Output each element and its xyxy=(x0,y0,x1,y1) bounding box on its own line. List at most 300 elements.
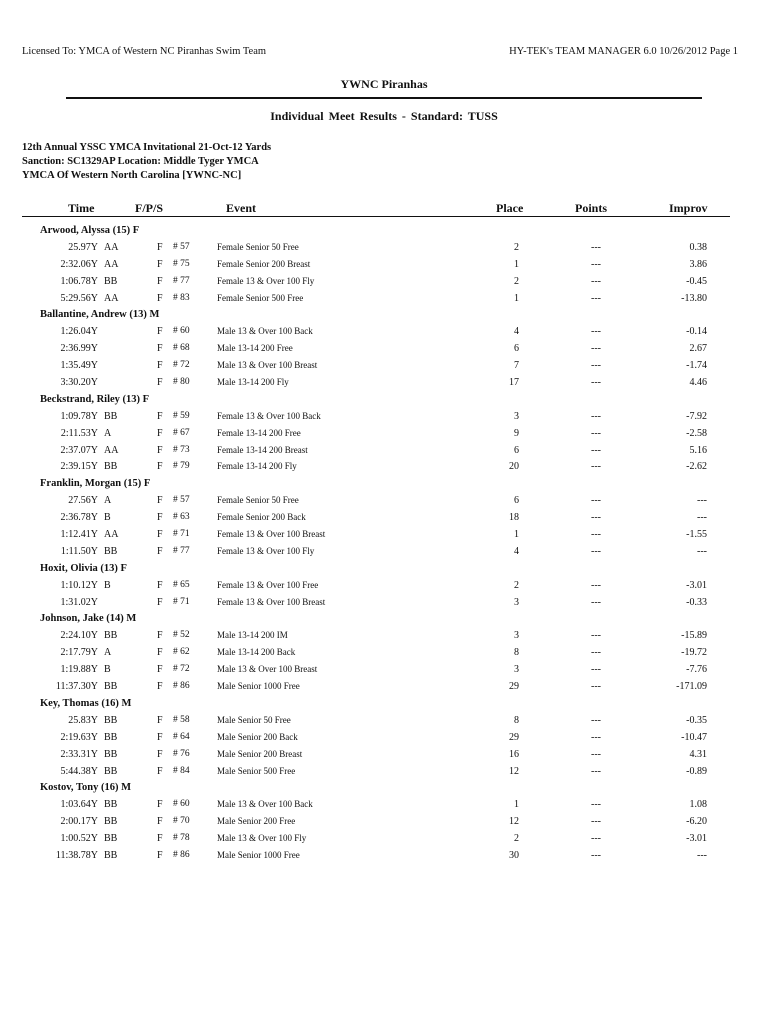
event-number: # 64 xyxy=(173,731,190,742)
improvement-value: 1.08 xyxy=(689,799,707,811)
swim-time: 1:10.12Y xyxy=(60,579,98,591)
fps-code: F xyxy=(157,292,163,304)
improvement-value: -15.89 xyxy=(681,630,707,642)
event-name: Female Senior 500 Free xyxy=(217,292,304,303)
swimmer-block xyxy=(0,477,768,561)
place-value: 3 xyxy=(514,410,519,422)
time-standard: AA xyxy=(104,529,119,541)
time-standard: AA xyxy=(104,258,119,270)
time-standard: BB xyxy=(104,833,118,845)
result-row xyxy=(0,275,768,292)
points-value: --- xyxy=(591,410,601,422)
meet-name: 12th Annual YSSC YMCA Invitational 21-Oct-12 Yards xyxy=(22,142,272,153)
fps-code: F xyxy=(157,833,163,845)
improvement-value: -13.80 xyxy=(681,292,707,304)
event-number: # 60 xyxy=(173,326,190,337)
result-row xyxy=(0,731,768,748)
event-number: # 77 xyxy=(173,545,190,556)
time-standard: BB xyxy=(104,799,118,811)
points-value: --- xyxy=(591,596,601,608)
improvement-value: --- xyxy=(697,545,707,557)
place-value: 4 xyxy=(514,326,519,338)
fps-code: F xyxy=(157,377,163,389)
fps-code: F xyxy=(157,529,163,541)
time-standard: BB xyxy=(104,714,118,726)
event-number: # 72 xyxy=(173,360,190,371)
event-name: Female 13 & Over 100 Back xyxy=(217,410,321,421)
improvement-value: -7.76 xyxy=(686,664,707,676)
place-value: 8 xyxy=(514,647,519,659)
event-number: # 77 xyxy=(173,275,190,286)
place-value: 2 xyxy=(514,833,519,845)
points-value: --- xyxy=(591,765,601,777)
time-standard: A xyxy=(104,427,112,439)
result-row xyxy=(0,444,768,461)
swim-time: 1:35.49Y xyxy=(60,360,98,372)
result-row xyxy=(0,545,768,562)
swim-time: 1:11.50Y xyxy=(60,545,98,557)
event-number: # 75 xyxy=(173,258,190,269)
place-value: 20 xyxy=(509,461,519,473)
event-name: Female Senior 50 Free xyxy=(217,495,299,506)
swim-time: 1:26.04Y xyxy=(60,326,98,338)
points-value: --- xyxy=(591,833,601,845)
time-standard: A xyxy=(104,647,112,659)
result-row xyxy=(0,511,768,528)
improvement-value: -1.74 xyxy=(686,360,707,372)
event-name: Male 13 & Over 100 Back xyxy=(217,799,313,810)
fps-code: F xyxy=(157,258,163,270)
points-value: --- xyxy=(591,799,601,811)
swimmer-block xyxy=(0,308,768,392)
swim-time: 1:03.64Y xyxy=(60,799,98,811)
swimmer-block xyxy=(0,562,768,613)
event-name: Male 13-14 200 Fly xyxy=(217,377,289,388)
event-name: Female Senior 50 Free xyxy=(217,241,299,252)
time-standard: BB xyxy=(104,765,118,777)
improvement-value: -0.89 xyxy=(686,765,707,777)
result-row xyxy=(0,765,768,782)
result-row xyxy=(0,748,768,765)
event-number: # 63 xyxy=(173,512,190,523)
swimmer-block xyxy=(0,781,768,865)
points-value: --- xyxy=(591,630,601,642)
improvement-value: -1.55 xyxy=(686,529,707,541)
improvement-value: -0.35 xyxy=(686,714,707,726)
event-number: # 72 xyxy=(173,664,190,675)
swim-time: 27.56Y xyxy=(68,495,98,507)
fps-code: F xyxy=(157,410,163,422)
event-name: Female 13-14 200 Breast xyxy=(217,444,308,455)
time-standard: BB xyxy=(104,461,118,473)
swim-time: 25.97Y xyxy=(68,241,98,253)
points-value: --- xyxy=(591,731,601,743)
swim-time: 1:09.78Y xyxy=(60,410,98,422)
col-time: Time xyxy=(68,201,95,215)
fps-code: F xyxy=(157,326,163,338)
result-row xyxy=(0,629,768,646)
points-value: --- xyxy=(591,427,601,439)
improvement-value: 4.46 xyxy=(689,377,707,389)
swim-time: 2:24.10Y xyxy=(60,630,98,642)
place-value: 16 xyxy=(509,748,519,760)
event-name: Female Senior 200 Breast xyxy=(217,258,311,269)
time-standard: BB xyxy=(104,545,118,557)
points-value: --- xyxy=(591,275,601,287)
event-number: # 86 xyxy=(173,849,190,860)
header-rule xyxy=(22,216,730,217)
swim-time: 5:29.56Y xyxy=(60,292,98,304)
title-rule xyxy=(66,97,702,99)
time-standard: BB xyxy=(104,410,118,422)
improvement-value: --- xyxy=(697,512,707,524)
event-name: Female 13 & Over 100 Breast xyxy=(217,529,326,540)
fps-code: F xyxy=(157,512,163,524)
time-standard: BB xyxy=(104,816,118,828)
swimmer-name: Arwood, Alyssa (15) F xyxy=(40,225,140,236)
event-number: # 67 xyxy=(173,427,190,438)
points-value: --- xyxy=(591,512,601,524)
result-row xyxy=(0,714,768,731)
event-number: # 76 xyxy=(173,748,190,759)
swimmer-block xyxy=(0,697,768,781)
swim-time: 1:00.52Y xyxy=(60,833,98,845)
place-value: 18 xyxy=(509,512,519,524)
event-name: Male Senior 200 Free xyxy=(217,816,296,827)
improvement-value: 2.67 xyxy=(689,343,707,355)
fps-code: F xyxy=(157,545,163,557)
swimmer-name-row xyxy=(0,562,768,579)
place-value: 2 xyxy=(514,579,519,591)
result-row xyxy=(0,410,768,427)
improvement-value: -2.62 xyxy=(686,461,707,473)
swim-time: 2:19.63Y xyxy=(60,731,98,743)
swim-time: 1:31.02Y xyxy=(60,596,98,608)
swimmer-block xyxy=(0,224,768,308)
fps-code: F xyxy=(157,647,163,659)
results-list xyxy=(0,224,768,866)
improvement-value: 5.16 xyxy=(689,444,707,456)
improvement-value: 3.86 xyxy=(689,258,707,270)
result-row xyxy=(0,528,768,545)
result-row xyxy=(0,815,768,832)
swim-time: 1:12.41Y xyxy=(60,529,98,541)
swimmer-name: Ballantine, Andrew (13) M xyxy=(40,309,160,321)
result-row xyxy=(0,325,768,342)
place-value: 8 xyxy=(514,714,519,726)
result-row xyxy=(0,359,768,376)
points-value: --- xyxy=(591,714,601,726)
points-value: --- xyxy=(591,495,601,507)
fps-code: F xyxy=(157,748,163,760)
event-name: Male Senior 200 Back xyxy=(217,731,298,742)
event-name: Male 13 & Over 100 Fly xyxy=(217,833,307,844)
place-value: 3 xyxy=(514,664,519,676)
swimmer-name-row xyxy=(0,224,768,241)
points-value: --- xyxy=(591,292,601,304)
swimmer-name-row xyxy=(0,781,768,798)
place-value: 30 xyxy=(509,849,519,861)
fps-code: F xyxy=(157,681,163,693)
result-row xyxy=(0,798,768,815)
event-name: Male Senior 50 Free xyxy=(217,714,291,725)
result-row xyxy=(0,427,768,444)
time-standard: BB xyxy=(104,731,118,743)
improvement-value: -19.72 xyxy=(681,647,707,659)
improvement-value: -3.01 xyxy=(686,833,707,845)
result-row xyxy=(0,596,768,613)
points-value: --- xyxy=(591,748,601,760)
result-row xyxy=(0,342,768,359)
swimmer-name: Johnson, Jake (14) M xyxy=(40,613,137,625)
swim-time: 25.83Y xyxy=(68,714,98,726)
result-row xyxy=(0,832,768,849)
result-row xyxy=(0,663,768,680)
points-value: --- xyxy=(591,444,601,456)
report-subtitle: Individual Meet Results - Standard: TUSS xyxy=(270,109,498,123)
improvement-value: --- xyxy=(697,495,707,507)
fps-code: F xyxy=(157,444,163,456)
swimmer-name: Hoxit, Olivia (13) F xyxy=(40,562,127,574)
place-value: 2 xyxy=(514,241,519,253)
event-name: Male Senior 500 Free xyxy=(217,765,296,776)
event-name: Female 13 & Over 100 Fly xyxy=(217,275,315,286)
time-standard: BB xyxy=(104,748,118,760)
col-points: Points xyxy=(575,201,608,215)
fps-code: F xyxy=(157,241,163,253)
event-number: # 68 xyxy=(173,343,190,354)
event-number: # 73 xyxy=(173,444,190,455)
meet-sanction: Sanction: SC1329AP Location: Middle Tyger YMCA xyxy=(22,156,259,167)
event-number: # 78 xyxy=(173,833,190,844)
result-row xyxy=(0,241,768,258)
result-row xyxy=(0,494,768,511)
result-row xyxy=(0,292,768,309)
swimmer-name: Franklin, Morgan (15) F xyxy=(40,478,151,490)
event-number: # 70 xyxy=(173,816,190,827)
report-title: YWNC Piranhas xyxy=(340,77,428,91)
points-value: --- xyxy=(591,377,601,389)
swim-time: 3:30.20Y xyxy=(60,377,98,389)
swimmer-name: Key, Thomas (16) M xyxy=(40,697,132,709)
result-row xyxy=(0,680,768,697)
fps-code: F xyxy=(157,664,163,676)
swimmer-name-row xyxy=(0,697,768,714)
fps-code: F xyxy=(157,731,163,743)
swimmer-name: Kostov, Tony (16) M xyxy=(40,782,132,794)
place-value: 6 xyxy=(514,444,519,456)
place-value: 1 xyxy=(514,292,519,304)
event-name: Female Senior 200 Back xyxy=(217,512,306,523)
event-name: Male 13 & Over 100 Breast xyxy=(217,664,318,675)
time-standard: A xyxy=(104,495,112,507)
points-value: --- xyxy=(591,360,601,372)
fps-code: F xyxy=(157,765,163,777)
result-row xyxy=(0,376,768,393)
swimmer-name-row xyxy=(0,308,768,325)
event-number: # 62 xyxy=(173,647,190,658)
place-value: 12 xyxy=(509,816,519,828)
swim-time: 5:44.38Y xyxy=(60,765,98,777)
points-value: --- xyxy=(591,664,601,676)
points-value: --- xyxy=(591,545,601,557)
points-value: --- xyxy=(591,579,601,591)
points-value: --- xyxy=(591,461,601,473)
swim-time: 2:36.78Y xyxy=(60,512,98,524)
swimmer-name: Beckstrand, Riley (13) F xyxy=(40,393,150,405)
fps-code: F xyxy=(157,461,163,473)
improvement-value: -0.33 xyxy=(686,596,707,608)
points-value: --- xyxy=(591,529,601,541)
points-value: --- xyxy=(591,343,601,355)
place-value: 3 xyxy=(514,596,519,608)
time-standard: AA xyxy=(104,241,119,253)
improvement-value: -10.47 xyxy=(681,731,707,743)
fps-code: F xyxy=(157,360,163,372)
swim-time: 2:33.31Y xyxy=(60,748,98,760)
swimmer-name-row xyxy=(0,612,768,629)
fps-code: F xyxy=(157,495,163,507)
improvement-value: -0.45 xyxy=(686,275,707,287)
swim-time: 1:06.78Y xyxy=(60,275,98,287)
software-line: HY-TEK's TEAM MANAGER 6.0 10/26/2012 Page 1 xyxy=(509,46,738,57)
swim-time: 11:38.78Y xyxy=(55,849,98,861)
points-value: --- xyxy=(591,258,601,270)
place-value: 1 xyxy=(514,799,519,811)
points-value: --- xyxy=(591,647,601,659)
event-name: Male 13 & Over 100 Back xyxy=(217,326,313,337)
swim-time: 2:11.53Y xyxy=(60,427,98,439)
fps-code: F xyxy=(157,714,163,726)
improvement-value: -2.58 xyxy=(686,427,707,439)
meet-team: YMCA Of Western North Carolina [YWNC-NC] xyxy=(22,170,242,181)
improvement-value: -0.14 xyxy=(686,326,707,338)
event-name: Male 13-14 200 Back xyxy=(217,647,296,658)
time-standard: B xyxy=(104,579,111,591)
col-place: Place xyxy=(496,201,524,215)
place-value: 3 xyxy=(514,630,519,642)
time-standard: BB xyxy=(104,681,118,693)
result-row xyxy=(0,849,768,866)
fps-code: F xyxy=(157,596,163,608)
meet-info xyxy=(22,141,271,183)
place-value: 12 xyxy=(509,765,519,777)
time-standard: AA xyxy=(104,292,119,304)
time-standard: BB xyxy=(104,849,118,861)
improvement-value: 4.31 xyxy=(689,748,707,760)
swim-time: 2:36.99Y xyxy=(60,343,98,355)
event-name: Female 13 & Over 100 Fly xyxy=(217,545,315,556)
improvement-value: 0.38 xyxy=(689,241,707,253)
fps-code: F xyxy=(157,799,163,811)
time-standard: BB xyxy=(104,630,118,642)
points-value: --- xyxy=(591,326,601,338)
fps-code: F xyxy=(157,849,163,861)
place-value: 6 xyxy=(514,343,519,355)
place-value: 7 xyxy=(514,360,519,372)
event-name: Female 13 & Over 100 Free xyxy=(217,579,319,590)
place-value: 2 xyxy=(514,275,519,287)
place-value: 9 xyxy=(514,427,519,439)
swim-time: 11:37.30Y xyxy=(55,681,98,693)
col-improv: Improv xyxy=(669,201,708,215)
event-name: Male 13-14 200 IM xyxy=(217,630,288,641)
event-number: # 58 xyxy=(173,714,190,725)
result-row xyxy=(0,258,768,275)
event-number: # 83 xyxy=(173,292,190,303)
points-value: --- xyxy=(591,241,601,253)
result-row xyxy=(0,646,768,663)
place-value: 17 xyxy=(509,377,519,389)
time-standard: B xyxy=(104,664,111,676)
swim-time: 2:39.15Y xyxy=(60,461,98,473)
swimmer-block xyxy=(0,393,768,477)
place-value: 29 xyxy=(509,681,519,693)
fps-code: F xyxy=(157,275,163,287)
event-name: Female 13-14 200 Free xyxy=(217,427,301,438)
event-name: Male 13 & Over 100 Breast xyxy=(217,360,318,371)
improvement-value: --- xyxy=(697,849,707,861)
col-fps: F/P/S xyxy=(135,201,164,215)
event-name: Male Senior 1000 Free xyxy=(217,849,300,860)
time-standard: BB xyxy=(104,275,118,287)
swimmer-block xyxy=(0,612,768,696)
event-name: Male Senior 1000 Free xyxy=(217,681,300,692)
place-value: 1 xyxy=(514,529,519,541)
swim-time: 1:19.88Y xyxy=(60,664,98,676)
event-number: # 59 xyxy=(173,410,190,421)
event-number: # 65 xyxy=(173,579,190,590)
fps-code: F xyxy=(157,816,163,828)
improvement-value: -3.01 xyxy=(686,579,707,591)
fps-code: F xyxy=(157,427,163,439)
license-line: Licensed To: YMCA of Western NC Piranhas Swim Team xyxy=(22,46,267,57)
place-value: 29 xyxy=(509,731,519,743)
result-row xyxy=(0,579,768,596)
column-headers xyxy=(0,201,768,217)
swimmer-name-row xyxy=(0,393,768,410)
event-name: Female 13 & Over 100 Breast xyxy=(217,596,326,607)
improvement-value: -7.92 xyxy=(686,410,707,422)
fps-code: F xyxy=(157,630,163,642)
event-number: # 57 xyxy=(173,495,190,506)
improvement-value: -6.20 xyxy=(686,816,707,828)
event-number: # 86 xyxy=(173,681,190,692)
time-standard: AA xyxy=(104,444,119,456)
points-value: --- xyxy=(591,849,601,861)
place-value: 6 xyxy=(514,495,519,507)
improvement-value: -171.09 xyxy=(676,681,707,693)
event-number: # 57 xyxy=(173,241,190,252)
time-standard: B xyxy=(104,512,111,524)
event-name: Male 13-14 200 Free xyxy=(217,343,293,354)
event-number: # 60 xyxy=(173,799,190,810)
fps-code: F xyxy=(157,579,163,591)
swim-time: 2:37.07Y xyxy=(60,444,98,456)
event-number: # 80 xyxy=(173,377,190,388)
event-number: # 71 xyxy=(173,529,190,540)
place-value: 4 xyxy=(514,545,519,557)
points-value: --- xyxy=(591,681,601,693)
points-value: --- xyxy=(591,816,601,828)
result-row xyxy=(0,460,768,477)
place-value: 1 xyxy=(514,258,519,270)
event-number: # 52 xyxy=(173,630,190,641)
swimmer-name-row xyxy=(0,477,768,494)
swim-time: 2:00.17Y xyxy=(60,816,98,828)
event-name: Female 13-14 200 Fly xyxy=(217,461,297,472)
event-number: # 84 xyxy=(173,765,190,776)
